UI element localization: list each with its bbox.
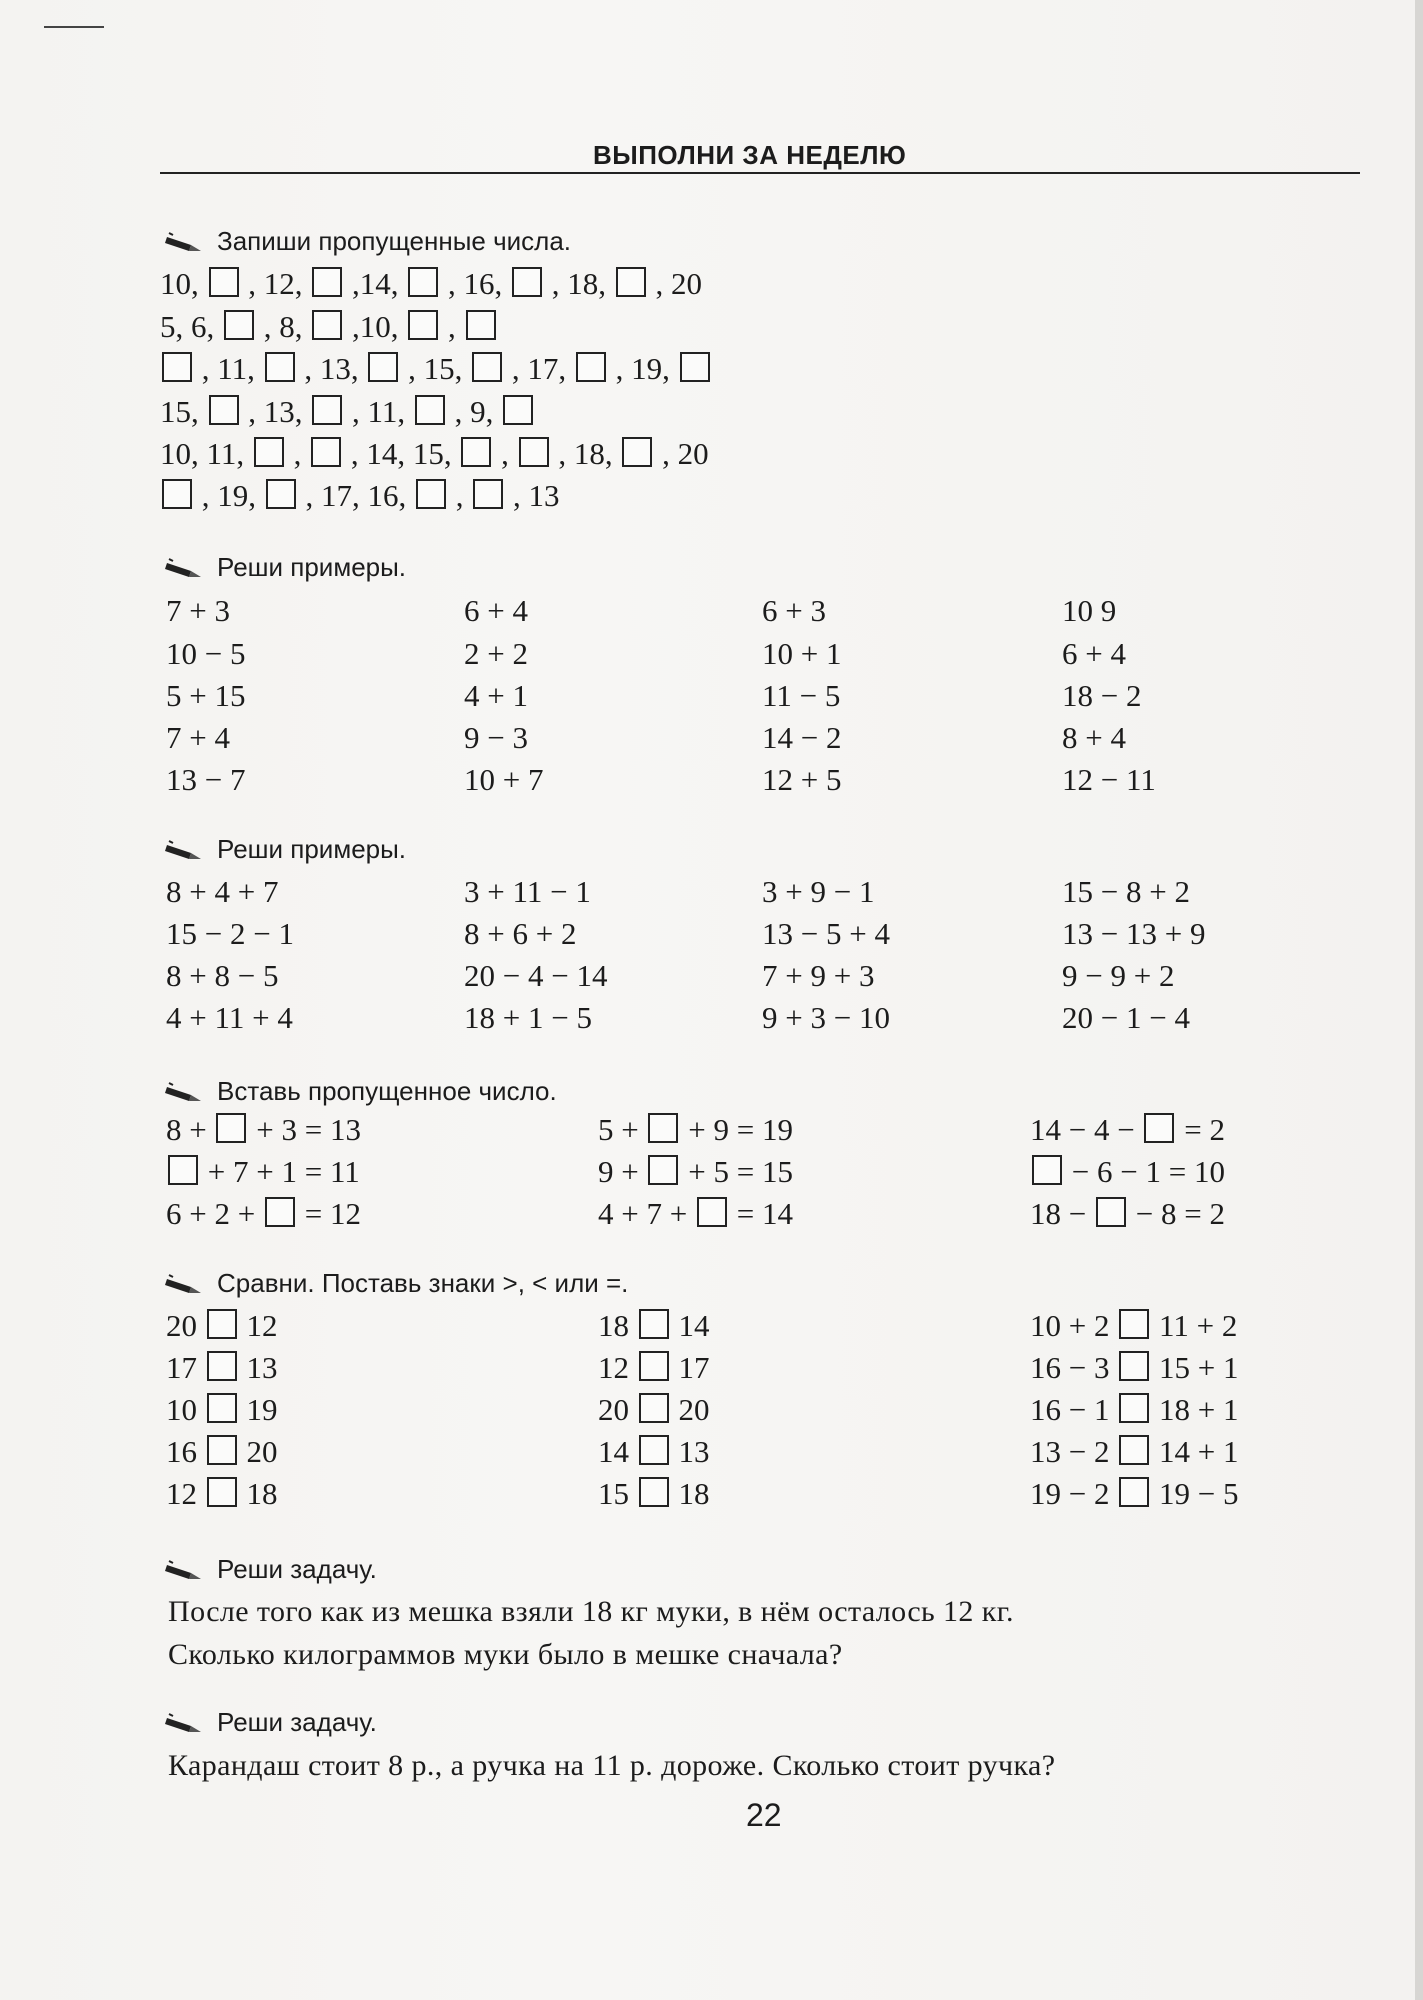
sequence-row bbox=[160, 310, 498, 342]
example: 4 + 1 bbox=[464, 678, 528, 713]
example: 8 + 4 bbox=[1062, 720, 1126, 755]
example: 2 + 2 bbox=[464, 636, 528, 671]
section-title-solve-2 bbox=[165, 834, 406, 865]
sequence-row bbox=[160, 267, 702, 299]
expression-text: , 11, bbox=[344, 394, 413, 429]
expression-text: , 11, bbox=[194, 351, 263, 386]
answer-box[interactable] bbox=[311, 437, 341, 467]
section-title-fill-numbers bbox=[165, 226, 571, 257]
sequence-row bbox=[160, 395, 535, 427]
expression-text: ,10, bbox=[344, 309, 407, 344]
expression-text: , 8, bbox=[256, 309, 311, 344]
expression-text: = 14 bbox=[728, 1196, 793, 1231]
pencil-icon bbox=[165, 839, 205, 861]
answer-box[interactable] bbox=[1144, 1113, 1174, 1143]
section-title-compare bbox=[165, 1268, 628, 1299]
pencil-icon bbox=[165, 1273, 205, 1295]
example: 9 − 9 + 2 bbox=[1062, 958, 1175, 993]
section-title-solve-1 bbox=[165, 552, 406, 583]
expression-text: 13 bbox=[238, 1350, 278, 1385]
expression-text: 16 − 3 bbox=[1030, 1350, 1118, 1385]
comparison bbox=[598, 1393, 710, 1425]
example: 12 − 11 bbox=[1062, 762, 1156, 797]
answer-box[interactable] bbox=[209, 267, 239, 297]
expression-text: 19 − 5 bbox=[1151, 1476, 1239, 1511]
expression-text: 4 + 7 + bbox=[598, 1196, 695, 1231]
expression-text: , 18, bbox=[544, 266, 614, 301]
expression-text: 18 − bbox=[1030, 1196, 1094, 1231]
page-number: 22 bbox=[746, 1797, 782, 1833]
expression-text: , 9, bbox=[446, 394, 502, 429]
expression-text: + 7 + 1 = 11 bbox=[200, 1154, 360, 1189]
expression-text: , 12, bbox=[240, 266, 311, 301]
answer-box[interactable] bbox=[639, 1393, 669, 1423]
pencil-icon bbox=[165, 231, 205, 253]
missing-number-equation bbox=[598, 1197, 793, 1229]
answer-box[interactable] bbox=[216, 1113, 246, 1143]
answer-box[interactable] bbox=[162, 352, 192, 382]
problem-1-line-1: После того как из мешка взяли 18 кг муки, в нём осталось 12 кг. bbox=[168, 1595, 1014, 1628]
answer-box[interactable] bbox=[416, 479, 446, 509]
expression-text: 15 + 1 bbox=[1151, 1350, 1239, 1385]
expression-text: 20 bbox=[238, 1434, 278, 1469]
answer-box[interactable] bbox=[1119, 1435, 1149, 1465]
expression-text: + 5 = 15 bbox=[680, 1154, 793, 1189]
expression-text: 14 + 1 bbox=[1151, 1434, 1239, 1469]
expression-text: 5, 6, bbox=[160, 309, 222, 344]
expression-text: , 13, bbox=[240, 394, 311, 429]
missing-number-equation bbox=[598, 1113, 793, 1145]
expression-text: 13 bbox=[670, 1434, 710, 1469]
expression-text: 14 − 4 − bbox=[1030, 1112, 1143, 1147]
expression-text: , 17, bbox=[504, 351, 574, 386]
example: 7 + 3 bbox=[166, 593, 230, 628]
expression-text: 20 bbox=[598, 1392, 637, 1427]
answer-box[interactable] bbox=[312, 267, 342, 297]
example: 5 + 15 bbox=[166, 678, 246, 713]
expression-text: + 3 = 13 bbox=[248, 1112, 361, 1147]
expression-text: 14 bbox=[598, 1434, 637, 1469]
expression-text: 15, bbox=[160, 394, 207, 429]
problem-2-line-1: Карандаш стоит 8 р., а ручка на 11 р. дороже. Сколько стоит ручка? bbox=[168, 1749, 1056, 1782]
answer-box[interactable] bbox=[697, 1197, 727, 1227]
answer-box[interactable] bbox=[473, 479, 503, 509]
answer-box[interactable] bbox=[639, 1351, 669, 1381]
expression-text: , 20 bbox=[654, 436, 709, 471]
example: 7 + 9 + 3 bbox=[762, 958, 875, 993]
example: 8 + 8 − 5 bbox=[166, 958, 279, 993]
example: 9 + 3 − 10 bbox=[762, 1000, 890, 1035]
header-rule bbox=[160, 172, 1360, 174]
expression-text: 10, 11, bbox=[160, 436, 252, 471]
example: 6 + 3 bbox=[762, 593, 826, 628]
sequence-row bbox=[160, 479, 560, 511]
answer-box[interactable] bbox=[519, 437, 549, 467]
expression-text: , bbox=[285, 436, 310, 471]
answer-box[interactable] bbox=[415, 395, 445, 425]
example: 20 − 4 − 14 bbox=[464, 958, 608, 993]
answer-box[interactable] bbox=[512, 267, 542, 297]
missing-number-equation bbox=[166, 1197, 361, 1229]
expression-text: , bbox=[493, 436, 517, 471]
expression-text: 18 bbox=[598, 1308, 637, 1343]
pencil-icon bbox=[165, 1081, 205, 1103]
example: 15 − 2 − 1 bbox=[166, 916, 294, 951]
answer-box[interactable] bbox=[162, 479, 192, 509]
corner-mark bbox=[44, 26, 104, 28]
comparison bbox=[166, 1393, 278, 1425]
answer-box[interactable] bbox=[648, 1155, 678, 1185]
answer-box[interactable] bbox=[408, 267, 438, 297]
answer-box[interactable] bbox=[1096, 1197, 1126, 1227]
pencil-icon bbox=[165, 557, 205, 579]
answer-box[interactable] bbox=[680, 352, 710, 382]
answer-box[interactable] bbox=[254, 437, 284, 467]
answer-box[interactable] bbox=[266, 479, 296, 509]
expression-text: , 18, bbox=[550, 436, 621, 471]
example: 13 − 7 bbox=[166, 762, 246, 797]
comparison bbox=[1030, 1309, 1237, 1341]
example: 3 + 11 − 1 bbox=[464, 874, 591, 909]
expression-text: , 19, bbox=[607, 351, 678, 386]
answer-box[interactable] bbox=[265, 352, 295, 382]
expression-text: = 12 bbox=[296, 1196, 361, 1231]
expression-text: 10 + 2 bbox=[1030, 1308, 1118, 1343]
expression-text: 16 − 1 bbox=[1030, 1392, 1118, 1427]
page-header: ВЫПОЛНИ ЗА НЕДЕЛЮ bbox=[593, 140, 907, 170]
answer-box[interactable] bbox=[461, 437, 491, 467]
expression-text: , 16, bbox=[440, 266, 510, 301]
answer-box[interactable] bbox=[472, 352, 502, 382]
expression-text: 10, bbox=[160, 266, 207, 301]
expression-text: 6 + 2 + bbox=[166, 1196, 263, 1231]
expression-text: 12 bbox=[166, 1476, 205, 1511]
answer-box[interactable] bbox=[1119, 1309, 1149, 1339]
section-title-text: Вставь пропущенное число. bbox=[217, 1076, 557, 1106]
example: 18 + 1 − 5 bbox=[464, 1000, 592, 1035]
answer-box[interactable] bbox=[207, 1351, 237, 1381]
comparison bbox=[598, 1477, 710, 1509]
answer-box[interactable] bbox=[1119, 1393, 1149, 1423]
expression-text: 15 bbox=[598, 1476, 637, 1511]
answer-box[interactable] bbox=[466, 310, 496, 340]
answer-box[interactable] bbox=[1032, 1155, 1062, 1185]
expression-text: , 20 bbox=[647, 266, 702, 301]
expression-text: 5 + bbox=[598, 1112, 647, 1147]
answer-box[interactable] bbox=[168, 1155, 198, 1185]
example: 13 − 5 + 4 bbox=[762, 916, 890, 951]
comparison bbox=[598, 1351, 710, 1383]
expression-text: , 13 bbox=[505, 478, 560, 513]
answer-box[interactable] bbox=[265, 1197, 295, 1227]
missing-number-equation bbox=[1030, 1113, 1225, 1145]
expression-text: 18 bbox=[670, 1476, 710, 1511]
pencil-icon bbox=[165, 1559, 205, 1581]
comparison bbox=[598, 1309, 710, 1341]
expression-text: , 17, 16, bbox=[297, 478, 414, 513]
expression-text: 14 bbox=[670, 1308, 710, 1343]
comparison bbox=[1030, 1477, 1238, 1509]
example: 4 + 11 + 4 bbox=[166, 1000, 293, 1035]
answer-box[interactable] bbox=[648, 1113, 678, 1143]
missing-number-equation bbox=[598, 1155, 793, 1187]
section-title-insert-number bbox=[165, 1076, 557, 1107]
answer-box[interactable] bbox=[576, 352, 606, 382]
example: 13 − 13 + 9 bbox=[1062, 916, 1206, 951]
comparison bbox=[166, 1309, 278, 1341]
answer-box[interactable] bbox=[639, 1477, 669, 1507]
answer-box[interactable] bbox=[312, 395, 342, 425]
section-title-text: Реши задачу. bbox=[217, 1707, 377, 1737]
answer-box[interactable] bbox=[207, 1309, 237, 1339]
missing-number-equation bbox=[1030, 1155, 1225, 1187]
answer-box[interactable] bbox=[408, 310, 438, 340]
answer-box[interactable] bbox=[207, 1435, 237, 1465]
sequence-row bbox=[160, 437, 709, 469]
example: 10 + 1 bbox=[762, 636, 842, 671]
pencil-icon bbox=[165, 1712, 205, 1734]
expression-text: 12 bbox=[238, 1308, 278, 1343]
expression-text: 20 bbox=[166, 1308, 205, 1343]
answer-box[interactable] bbox=[616, 267, 646, 297]
expression-text: 19 − 2 bbox=[1030, 1476, 1118, 1511]
answer-box[interactable] bbox=[209, 395, 239, 425]
expression-text: ,14, bbox=[344, 266, 407, 301]
expression-text: 17 bbox=[670, 1350, 710, 1385]
example: 20 − 1 − 4 bbox=[1062, 1000, 1190, 1035]
expression-text: , bbox=[440, 309, 464, 344]
answer-box[interactable] bbox=[503, 395, 533, 425]
expression-text: 19 bbox=[238, 1392, 278, 1427]
expression-text: , 15, bbox=[400, 351, 471, 386]
section-title-text: Запиши пропущенные числа. bbox=[217, 226, 572, 256]
answer-box[interactable] bbox=[1119, 1351, 1149, 1381]
expression-text: 18 bbox=[238, 1476, 278, 1511]
example: 10 9 bbox=[1062, 593, 1117, 628]
example: 9 − 3 bbox=[464, 720, 528, 755]
section-title-text: Сравни. Поставь знаки >, < или =. bbox=[217, 1268, 629, 1298]
sequence-row bbox=[160, 352, 712, 384]
example: 18 − 2 bbox=[1062, 678, 1142, 713]
expression-text: 13 − 2 bbox=[1030, 1434, 1118, 1469]
example: 6 + 4 bbox=[464, 593, 528, 628]
comparison bbox=[166, 1435, 278, 1467]
expression-text: 11 + 2 bbox=[1151, 1308, 1238, 1343]
expression-text: , 14, 15, bbox=[343, 436, 460, 471]
answer-box[interactable] bbox=[312, 310, 342, 340]
expression-text: 10 bbox=[166, 1392, 205, 1427]
answer-box[interactable] bbox=[639, 1309, 669, 1339]
expression-text: 8 + bbox=[166, 1112, 215, 1147]
answer-box[interactable] bbox=[224, 310, 254, 340]
example: 3 + 9 − 1 bbox=[762, 874, 875, 909]
example: 15 − 8 + 2 bbox=[1062, 874, 1190, 909]
problem-1-line-2: Сколько килограммов муки было в мешке сначала? bbox=[168, 1638, 843, 1671]
answer-box[interactable] bbox=[622, 437, 652, 467]
section-title-problem-1 bbox=[165, 1554, 377, 1585]
page-edge bbox=[1415, 0, 1423, 2000]
expression-text: 16 bbox=[166, 1434, 205, 1469]
comparison bbox=[1030, 1393, 1238, 1425]
expression-text: = 2 bbox=[1176, 1112, 1225, 1147]
comparison bbox=[1030, 1435, 1238, 1467]
expression-text: 17 bbox=[166, 1350, 205, 1385]
comparison bbox=[598, 1435, 710, 1467]
answer-box[interactable] bbox=[1119, 1477, 1149, 1507]
missing-number-equation bbox=[1030, 1197, 1225, 1229]
answer-box[interactable] bbox=[207, 1477, 237, 1507]
expression-text: − 8 = 2 bbox=[1127, 1196, 1225, 1231]
expression-text: 20 bbox=[670, 1392, 710, 1427]
section-title-problem-2 bbox=[165, 1707, 377, 1738]
comparison bbox=[166, 1477, 278, 1509]
example: 8 + 6 + 2 bbox=[464, 916, 577, 951]
example: 10 + 7 bbox=[464, 762, 544, 797]
comparison bbox=[1030, 1351, 1238, 1383]
expression-text: − 6 − 1 = 10 bbox=[1064, 1154, 1225, 1189]
missing-number-equation bbox=[166, 1155, 360, 1187]
example: 8 + 4 + 7 bbox=[166, 874, 279, 909]
example: 7 + 4 bbox=[166, 720, 230, 755]
expression-text: 18 + 1 bbox=[1151, 1392, 1239, 1427]
section-title-text: Реши примеры. bbox=[217, 834, 407, 864]
expression-text: , 19, bbox=[194, 478, 264, 513]
example: 12 + 5 bbox=[762, 762, 842, 797]
expression-text: 12 bbox=[598, 1350, 637, 1385]
comparison bbox=[166, 1351, 278, 1383]
section-title-text: Реши примеры. bbox=[217, 552, 407, 582]
example: 14 − 2 bbox=[762, 720, 842, 755]
expression-text: + 9 = 19 bbox=[680, 1112, 793, 1147]
expression-text: , 13, bbox=[296, 351, 367, 386]
expression-text: 9 + bbox=[598, 1154, 647, 1189]
answer-box[interactable] bbox=[207, 1393, 237, 1423]
example: 11 − 5 bbox=[762, 678, 841, 713]
example: 10 − 5 bbox=[166, 636, 246, 671]
answer-box[interactable] bbox=[639, 1435, 669, 1465]
answer-box[interactable] bbox=[368, 352, 398, 382]
example: 6 + 4 bbox=[1062, 636, 1126, 671]
missing-number-equation bbox=[166, 1113, 361, 1145]
section-title-text: Реши задачу. bbox=[217, 1554, 377, 1584]
expression-text: , bbox=[448, 478, 472, 513]
